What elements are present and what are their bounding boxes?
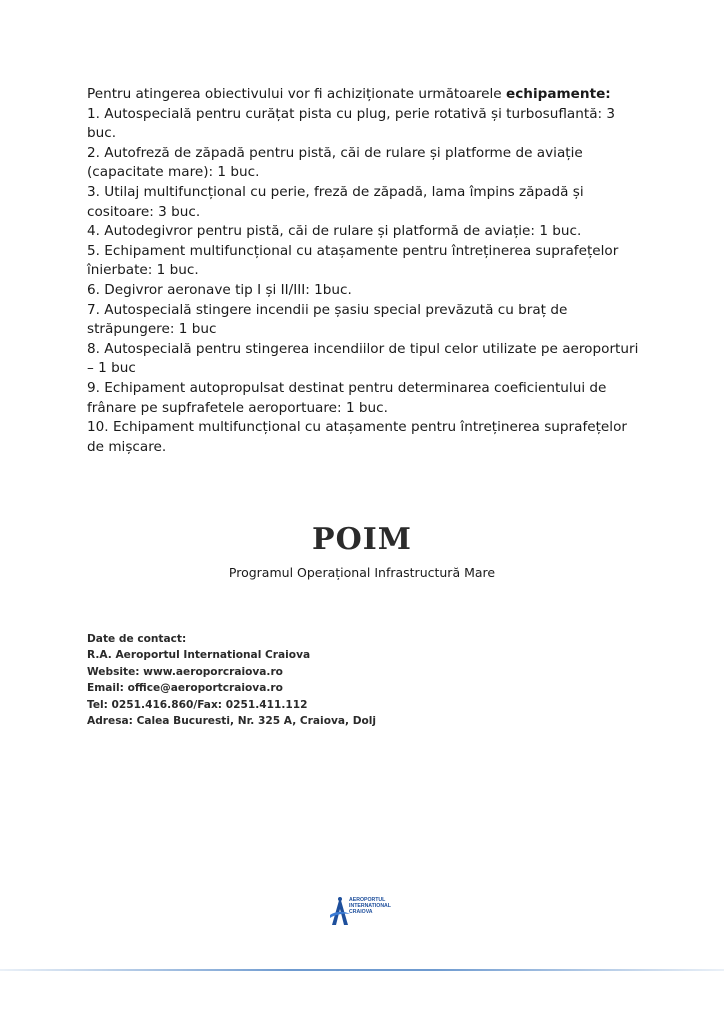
list-item: 6. Degivror aeronave tip I și II/III: 1buc. [87,281,352,298]
logo-line-3: CRAIOVA [349,908,373,915]
list-item: 4. Autodegivror pentru pistă, căi de rulare și platformă de aviație: 1 buc. [87,223,582,240]
list-item: 7. Autospecială stingere incendii pe șasiu special prevăzută cu braț de străpungere: 1 buc [87,301,568,338]
list-item: 2. Autofreză de zăpadă pentru pistă, căi de rulare și platforme de aviație (capacitate mare): 1 buc. [87,144,583,181]
intro-bold: echipamente: [506,86,611,102]
list-item: 5. Echipament multifuncțional cu atașamente pentru întreținerea suprafețelor înierbate: 1 buc. [87,242,619,279]
list-item: 10. Echipament multifuncțional cu atașamente pentru întreținerea suprafețelor de mișcare. [87,419,627,455]
contact-address: Adresa: Calea Bucuresti, Nr. 325 A, Craiova, Dolj [87,715,377,728]
airport-logo [329,893,409,933]
intro-text: Pentru atingerea obiectivului vor fi achiziționate următoarele [87,86,506,102]
contact-phone: Tel: 0251.416.860/Fax: 0251.411.112 [87,698,308,711]
intro-paragraph [87,85,647,105]
list-item: 3. Utilaj multifuncțional cu perie, freză de zăpadă, lama împins zăpadă și cositoare: 3 buc. [87,183,584,220]
airport-logo-icon [329,895,351,929]
contact-block [87,631,376,729]
contact-website: Website: www.aeroporcraiova.ro [87,665,283,678]
contact-org: R.A. Aeroportul International Craiova [87,649,311,662]
footer-divider [0,969,724,971]
contact-email: Email: office@aeroportcraiova.ro [87,682,283,695]
logo-line-1: AEROPORTUL [349,897,386,903]
logo-text [349,898,391,915]
list-item: 9. Echipament autopropulsat destinat pentru determinarea coeficientului de frânare pe supfrafetele aeroportuare: 1 buc. [87,379,607,416]
poim-title: POIM [312,522,412,557]
equipment-section [87,85,647,457]
list-item: 1. Autospecială pentru curățat pista cu plug, perie rotativă și turbosuflantă: 3 buc. [87,105,616,142]
poim-subtitle: Programul Operațional Infrastructură Mare [228,565,496,580]
list-item: 8. Autospecială pentru stingerea incendiilor de tipul celor utilizate pe aeroporturi – 1 buc [87,340,639,377]
logo-line-2: INTERNATIONAL [349,902,391,909]
contact-heading: Date de contact: [87,633,187,645]
